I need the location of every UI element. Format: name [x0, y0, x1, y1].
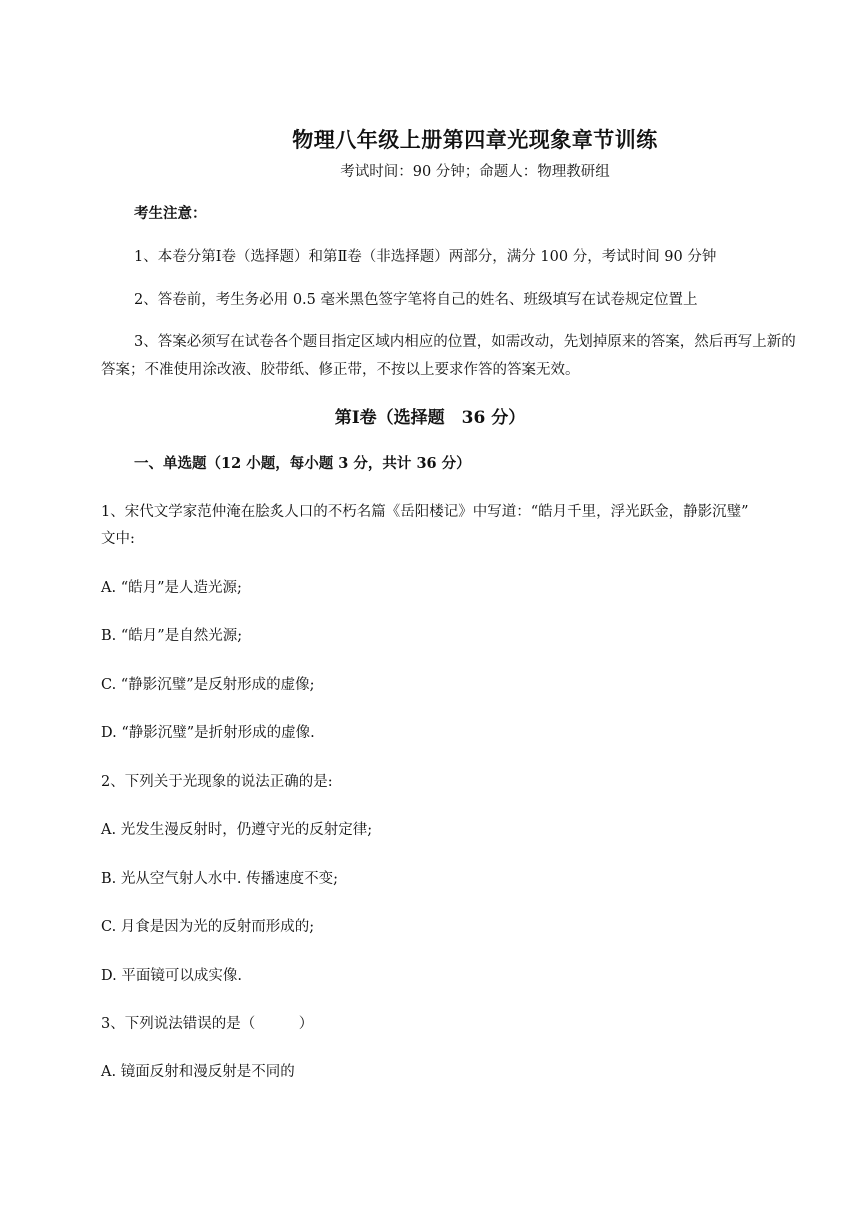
question-3-option-a: A. 镜面反射和漫反射是不同的 — [101, 1064, 295, 1080]
question-1-stem-cont: 文中: — [101, 531, 135, 547]
question-3-stem: 3、下列说法错误的是（ ） — [101, 1016, 314, 1032]
notice-item-3: 3、答案必须写在试卷各个题目指定区域内相应的位置，如需改动，先划掉原来的答案，然后再写上新的答案；不准使用涂改液、胶带纸、修正带，不按以上要求作答的答案无效。 — [101, 334, 796, 378]
section-title: 第Ⅰ卷（选择题 36 分） — [334, 408, 526, 428]
notice-item-1: 1、本卷分第Ⅰ卷（选择题）和第Ⅱ卷（非选择题）两部分，满分 100 分，考试时间 90 分钟 — [134, 249, 717, 265]
notice-heading: 考生注意： — [134, 205, 207, 222]
question-2-option-c: C. 月食是因为光的反射而形成的; — [101, 919, 315, 935]
question-1-option-c: C. “静影沉璧”是反射形成的虚像; — [101, 677, 315, 693]
notice-item-2: 2、答卷前，考生务必用 0.5 毫米黑色签字笔将自己的姓名、班级填写在试卷规定位置上 — [134, 292, 698, 308]
question-1-option-b: B. “皓月”是自然光源; — [101, 628, 243, 644]
question-1-option-a: A. “皓月”是人造光源; — [101, 580, 242, 596]
question-2-option-a: A. 光发生漫反射时，仍遵守光的反射定律; — [101, 822, 373, 838]
question-2-option-b: B. 光从空气射人水中. 传播速度不变; — [101, 871, 338, 887]
question-1-option-d: D. “静影沉璧”是折射形成的虚像. — [101, 725, 315, 741]
part-title: 一、单选题（12 小题，每小题 3 分，共计 36 分） — [134, 455, 471, 472]
question-2-option-d: D. 平面镜可以成实像. — [101, 968, 242, 984]
question-2-stem: 2、下列关于光现象的说法正确的是: — [101, 774, 333, 790]
exam-subtitle: 考试时间：90 分钟；命题人：物理教研组 — [340, 164, 610, 180]
exam-title: 物理八年级上册第四章光现象章节训练 — [292, 127, 658, 152]
question-1-stem: 1、宋代文学家范仲淹在脍炙人口的不朽名篇《岳阳楼记》中写道：“皓月千里，浮光跃金，静影沉璧” — [101, 504, 749, 520]
